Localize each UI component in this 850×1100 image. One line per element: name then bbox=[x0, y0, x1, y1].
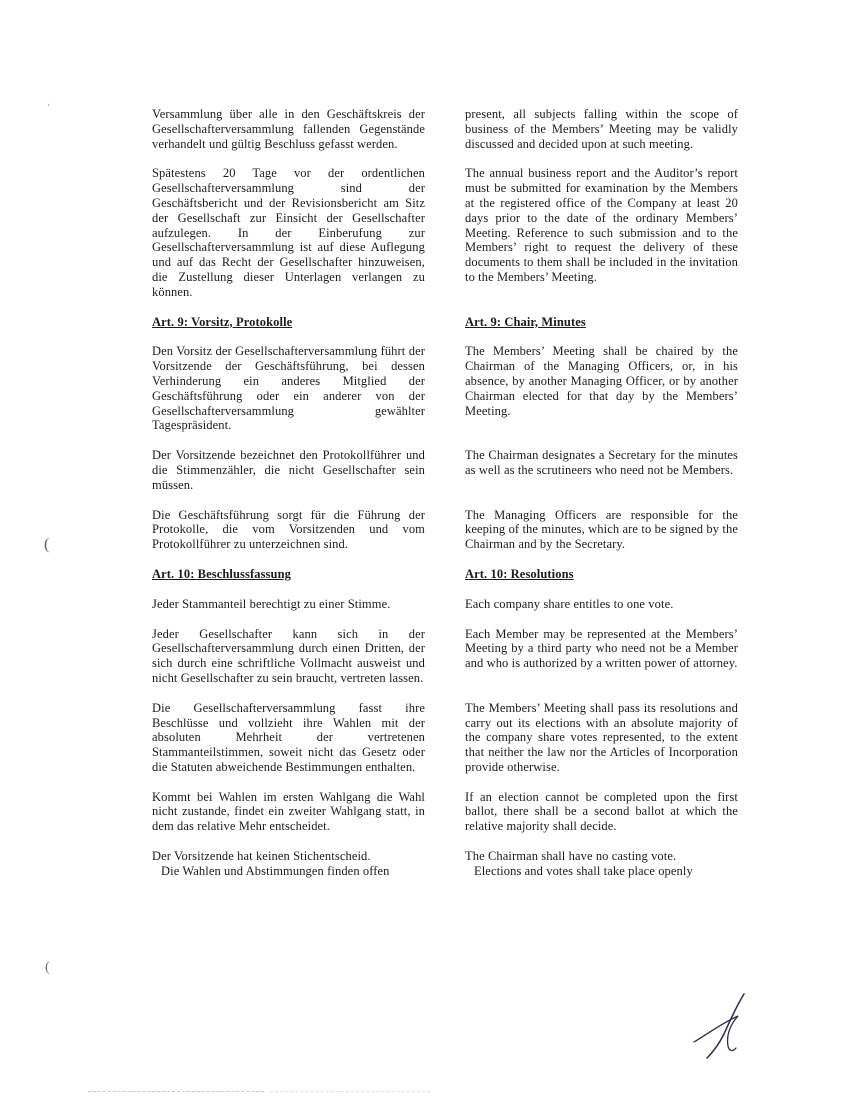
article-10-heading-row bbox=[152, 567, 738, 582]
scan-artifact-mark: ( bbox=[45, 960, 50, 975]
paragraph-row bbox=[152, 627, 738, 686]
paragraph-german: Jeder Stammanteil berechtigt zu einer Stimme. bbox=[152, 596, 391, 611]
paragraph-english: The Members’ Meeting shall be chaired by the Chairman of the Managing Officers, or, in his absence, by another Managing Officer, or by another Chairman elected for that day by the Members’ Meeting. bbox=[465, 344, 738, 418]
paragraph-german: Die Geschäftsführung sorgt für die Führung der Protokolle, die vom Vorsitzenden und vom Protokollführer zu unterzeichnen sind. bbox=[152, 507, 425, 552]
paragraph-row bbox=[152, 790, 738, 834]
paragraph-english: Elections and votes shall take place openly bbox=[474, 863, 693, 878]
scan-artifact-mark: ' bbox=[45, 101, 51, 115]
paragraph-english: If an election cannot be completed upon the first ballot, there shall be a second ballot at which the relative majority shall decide. bbox=[465, 789, 738, 834]
paragraph-row bbox=[152, 448, 738, 492]
paragraph-german: Kommt bei Wahlen im ersten Wahlgang die Wahl nicht zustande, findet ein zweiter Wahlgang statt, in dem das relative Mehr entscheidet. bbox=[152, 789, 425, 834]
paragraph-row bbox=[152, 701, 738, 775]
paragraph-english: The annual business report and the Auditor’s report must be submitted for examination by the Members at the registered office of the Company at least 20 days prior to the date of the ordinary Members’ Meeting. Reference to such submission and to the Members’ right to request the delivery of these documents to them shall be included in the invitation to the Members’ Meeting. bbox=[465, 166, 738, 284]
article-10-heading-german: Art. 10: Beschlussfassung bbox=[152, 566, 291, 581]
document-content bbox=[152, 107, 738, 879]
paragraph-row bbox=[152, 597, 738, 612]
paragraph-row bbox=[152, 864, 738, 879]
scan-artifact-line bbox=[270, 1091, 430, 1092]
paragraph-row bbox=[152, 107, 738, 151]
paragraph-german: Die Gesellschafterversammlung fasst ihre Beschlüsse und vollzieht ihre Wahlen mit der absoluten Mehrheit der vertretenen Stammanteilstimmen, soweit nicht das Gesetz oder die Statuten abweichende Bestimmungen enthalten. bbox=[152, 700, 425, 774]
paragraph-german: Spätestens 20 Tage vor der ordentlichen Gesellschafterversammlung sind der Geschäftsbericht und der Revisionsbericht am Sitz der Gesellschaft zur Einsicht der Gesellschafter aufzulegen. In der Einberufung zur Gesellschafterversammlung ist auf diese Auflegung und auf das Recht der Gesellschafter hinzuweisen, die Zustellung dieser Unterlagen verlangen zu können. bbox=[152, 166, 425, 299]
article-9-heading-german: Art. 9: Vorsitz, Protokolle bbox=[152, 314, 293, 329]
article-9-heading-english: Art. 9: Chair, Minutes bbox=[465, 314, 586, 329]
paragraph-german: Jeder Gesellschafter kann sich in der Gesellschafterversammlung durch einen Dritten, der sich durch eine schriftliche Vollmacht ausweist und nicht Gesellschafter zu sein braucht, vertreten lassen. bbox=[152, 626, 425, 685]
paragraph-row bbox=[152, 849, 738, 864]
paragraph-german: Versammlung über alle in den Geschäftskreis der Gesellschafterversammlung fallenden Gegenstände verhandelt und gültig Beschluss gefasst werden. bbox=[152, 107, 425, 151]
paragraph-german: Den Vorsitz der Gesellschafterversammlung führt der Vorsitzende der Geschäftsführung, bei dessen Verhinderung ein anderes Mitglied der Geschäftsführung oder ein anderer von der Gesellschafterversammlung gewählter Tagespräsident. bbox=[152, 344, 425, 433]
paragraph-german: Der Vorsitzende bezeichnet den Protokollführer und die Stimmenzähler, die nicht Gesellschafter sein müssen. bbox=[152, 448, 425, 492]
paragraph-english: The Members’ Meeting shall pass its resolutions and carry out its elections with an absolute majority of the company share votes represented, to the extent that neither the law nor the Articles of Incorporation provide otherwise. bbox=[465, 700, 738, 774]
paragraph-row bbox=[152, 508, 738, 552]
paragraph-german: Die Wahlen und Abstimmungen finden offen bbox=[161, 863, 390, 878]
paragraph-row bbox=[152, 166, 738, 299]
article-10-heading-english: Art. 10: Resolutions bbox=[465, 566, 574, 581]
signature-initials bbox=[684, 990, 762, 1064]
paragraph-english: The Chairman shall have no casting vote. bbox=[465, 849, 677, 864]
scan-artifact-line bbox=[88, 1091, 264, 1092]
article-9-heading-row bbox=[152, 315, 738, 330]
paragraph-row bbox=[152, 344, 738, 433]
paragraph-english: Each Member may be represented at the Members’ Meeting by a third party who need not be a Member and who is authorized by a written power of attorney. bbox=[465, 626, 738, 671]
scan-artifact-mark: ( bbox=[44, 536, 50, 553]
paragraph-english: The Managing Officers are responsible for the keeping of the minutes, which are to be signed by the Chairman and by the Secretary. bbox=[465, 507, 738, 552]
signature-flourish-icon bbox=[684, 990, 762, 1064]
paragraph-german: Der Vorsitzende hat keinen Stichentscheid. bbox=[152, 849, 371, 864]
paragraph-english: Each company share entitles to one vote. bbox=[465, 596, 674, 611]
paragraph-english: The Chairman designates a Secretary for the minutes as well as the scrutineers who need not be Members. bbox=[465, 448, 738, 477]
paragraph-english: present, all subjects falling within the scope of business of the Members’ Meeting may be validly discussed and decided upon at such meeting. bbox=[465, 107, 738, 151]
